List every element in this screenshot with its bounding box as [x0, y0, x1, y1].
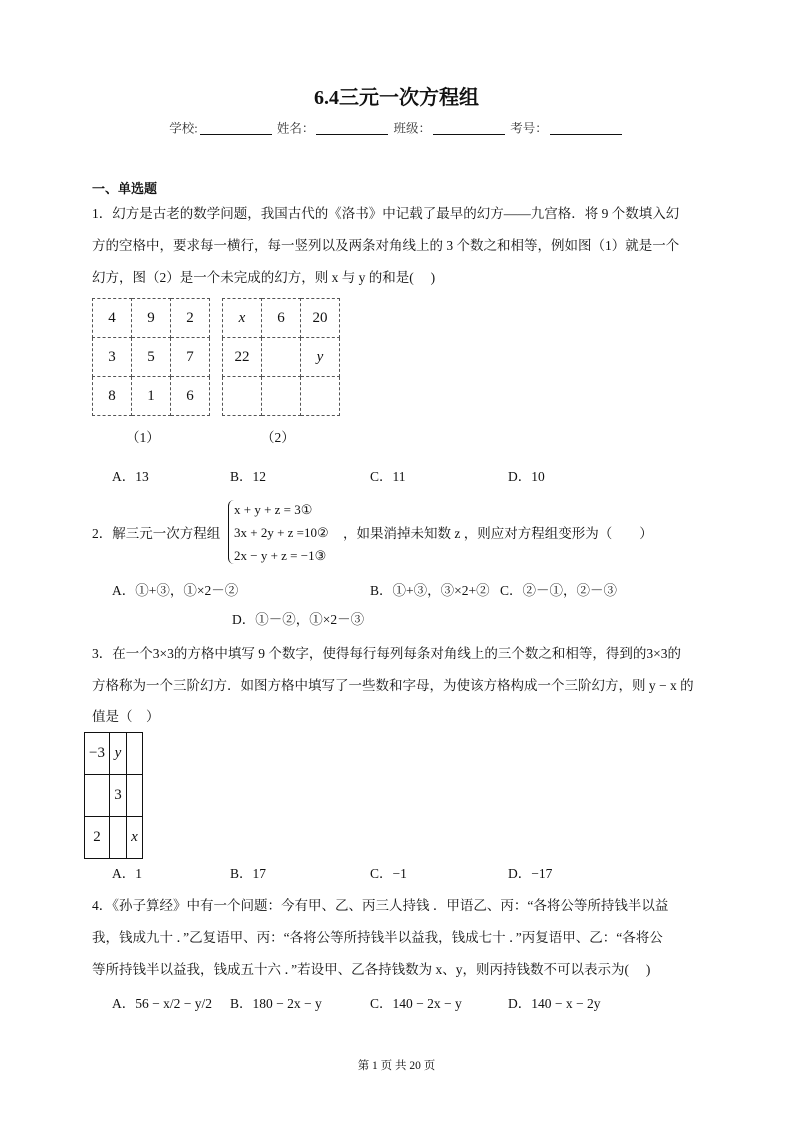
cell: x — [127, 817, 143, 859]
page-title: 6.4三元一次方程组 — [314, 87, 479, 109]
cell: 8 — [93, 377, 132, 416]
q3-line: 方格称为一个三阶幻方．如图方格中填写了一些数和字母，为使该方格构成一个三阶幻方，则 y − x 的 — [92, 678, 694, 693]
cell: 5 — [132, 338, 171, 377]
page-footer: 第 1 页 共 20 页 — [357, 1060, 436, 1072]
equation-2: 3x + 2y + z =10② — [234, 525, 329, 540]
cell — [301, 377, 340, 416]
magic-square-3 — [84, 732, 143, 859]
cell: 2 — [171, 299, 210, 338]
cell: y — [110, 733, 127, 775]
cell: 7 — [171, 338, 210, 377]
cell: −3 — [85, 733, 110, 775]
q1-line: 1．幻方是古老的数学问题，我国古代的《洛书》中记载了最早的幻方——九宫格．将 9 个数填入幻 — [92, 206, 680, 221]
caption-1: （1） — [126, 430, 160, 445]
cell: 3 — [93, 338, 132, 377]
q1-line: 幻方，图（2）是一个未完成的幻方，则 x 与 y 的和是( ) — [92, 270, 436, 285]
option-d: D．10 — [508, 469, 545, 484]
caption-2: （2） — [261, 430, 295, 445]
q1-line: 方的空格中，要求每一横行，每一竖列以及两条对角线上的 3 个数之和相等，例如图（1）就是一个 — [92, 238, 680, 253]
name-blank — [316, 122, 388, 135]
option-a: A．56 − x/2 − y/2 — [112, 996, 212, 1011]
option-a: A．①+③，①×2－② — [112, 583, 239, 598]
cell — [110, 817, 127, 859]
cell: 2 — [85, 817, 110, 859]
cell — [262, 377, 301, 416]
q3-line: 3．在一个3×3的方格中填写 9 个数字，使得每行每列每条对角线上的三个数之和相等，得到的3×3的 — [92, 646, 681, 661]
q4-line: 4．《孙子算经》中有一个问题：今有甲、乙、丙三人持钱 ．甲语乙、丙：“各将公等所持钱半以益 — [92, 898, 669, 913]
section-heading: 一、单选题 — [92, 182, 158, 197]
q3-line: 值是（ ） — [92, 709, 160, 724]
cell — [127, 733, 143, 775]
name-label: 姓名： — [276, 121, 315, 136]
cell: 3 — [110, 775, 127, 817]
option-d: D．①－②，①×2－③ — [232, 612, 365, 627]
equation-3: 2x − y + z = −1③ — [234, 548, 327, 563]
school-blank — [200, 122, 272, 135]
cell: y — [301, 338, 340, 377]
cell: 20 — [301, 299, 340, 338]
class-label: 班级： — [393, 121, 432, 136]
option-c: C．11 — [370, 469, 406, 484]
school-label: 学校: — [169, 121, 198, 136]
cell — [262, 338, 301, 377]
q2-prefix: 2．解三元一次方程组 — [92, 526, 221, 541]
cell: 1 — [132, 377, 171, 416]
magic-square-2 — [222, 298, 340, 416]
option-a: A．1 — [112, 866, 142, 881]
number-blank — [550, 122, 622, 135]
cell: 6 — [262, 299, 301, 338]
number-label: 考号： — [510, 121, 548, 136]
q2-suffix: ，如果消掉未知数 z ，则应对方程组变形为（ ） — [343, 526, 653, 541]
option-c: C．②－①，②－③ — [500, 583, 618, 598]
magic-square-1 — [92, 298, 210, 416]
equation-system — [228, 500, 329, 564]
cell — [223, 377, 262, 416]
option-d: D．140 − x − 2y — [508, 996, 601, 1011]
class-blank — [433, 122, 505, 135]
cell: 4 — [93, 299, 132, 338]
cell: 9 — [132, 299, 171, 338]
option-a: A．13 — [112, 469, 149, 484]
option-d: D．−17 — [508, 866, 553, 881]
option-b: B．180 − 2x − y — [230, 996, 322, 1011]
option-b: B．17 — [230, 866, 267, 881]
option-b: B．12 — [230, 469, 267, 484]
option-c: C．−1 — [370, 866, 407, 881]
cell: 22 — [223, 338, 262, 377]
q4-line: 我，钱成九十 ．”乙复语甲、丙：“各将公等所持钱半以益我，钱成七十 ．”丙复语甲、乙：“各将公 — [92, 930, 663, 945]
equation-1: x + y + z = 3① — [234, 502, 313, 517]
option-c: C．140 − 2x − y — [370, 996, 462, 1011]
cell — [127, 775, 143, 817]
q4-line: 等所持钱半以益我，钱成五十六 ．”若设甲、乙各持钱数为 x、y，则丙持钱数不可以表示为( ) — [92, 962, 651, 977]
cell: 6 — [171, 377, 210, 416]
student-info-line — [0, 122, 793, 135]
option-b: B．①+③，③×2+② — [370, 583, 490, 598]
cell — [85, 775, 110, 817]
cell: x — [223, 299, 262, 338]
